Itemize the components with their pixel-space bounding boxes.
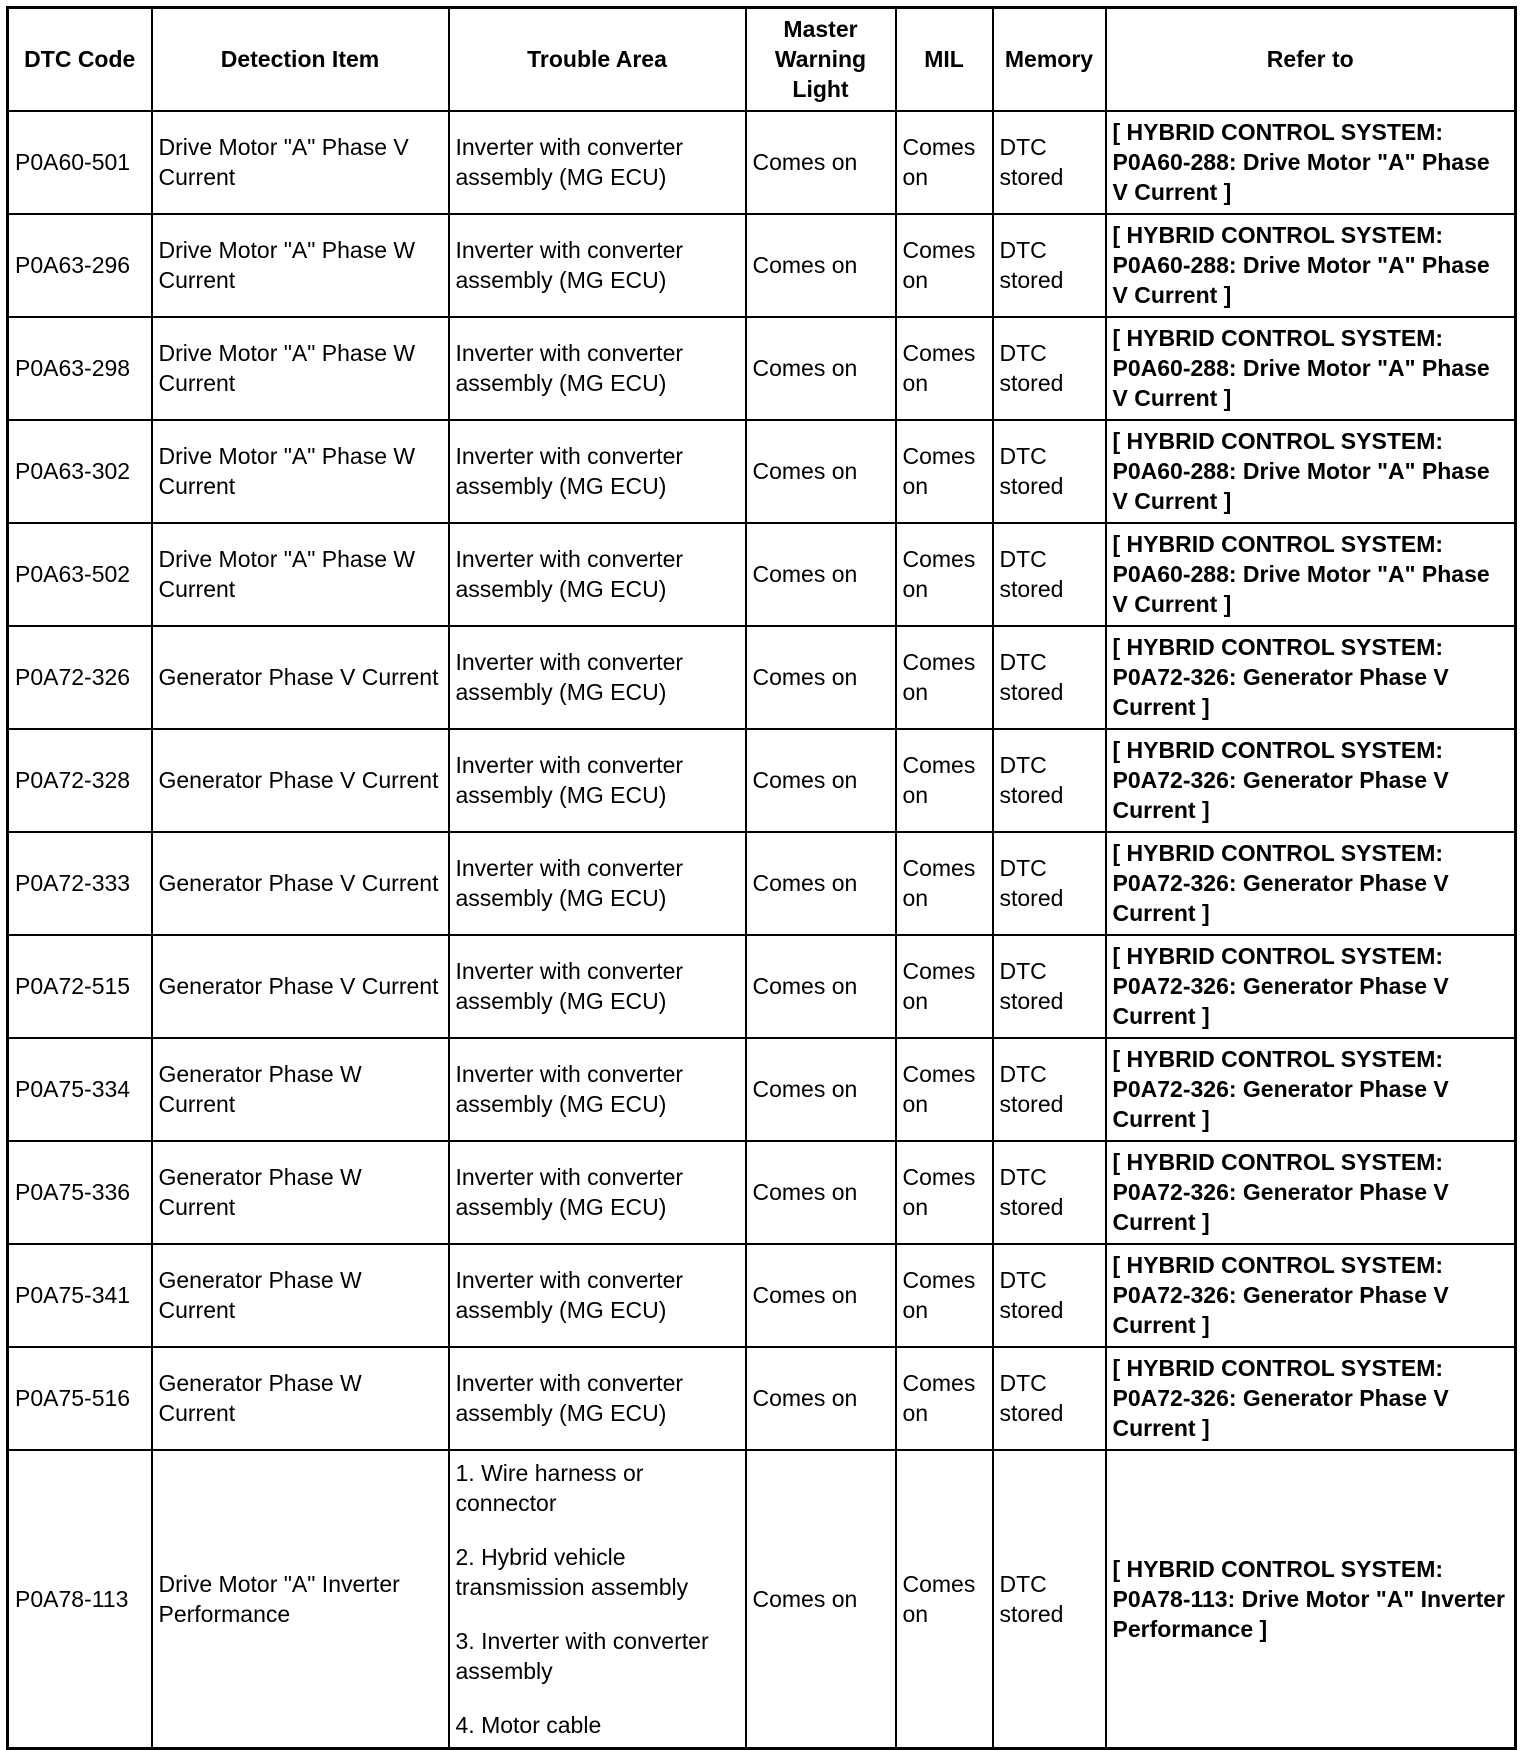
cell-memory: DTC stored — [993, 317, 1106, 420]
cell-dtc-code: P0A75-341 — [8, 1244, 152, 1347]
cell-mil: Comes on — [896, 420, 993, 523]
cell-master-warning-light: Comes on — [746, 317, 896, 420]
cell-detection-item: Drive Motor "A" Inverter Performance — [152, 1450, 449, 1749]
cell-mil: Comes on — [896, 729, 993, 832]
cell-mil: Comes on — [896, 111, 993, 214]
table-row — [8, 420, 1516, 523]
table-row — [8, 729, 1516, 832]
cell-refer-to: [ HYBRID CONTROL SYSTEM: P0A72-326: Generator Phase V Current ] — [1106, 1141, 1516, 1244]
cell-mil: Comes on — [896, 523, 993, 626]
cell-refer-to: [ HYBRID CONTROL SYSTEM: P0A60-288: Drive Motor "A" Phase V Current ] — [1106, 214, 1516, 317]
cell-dtc-code: P0A72-328 — [8, 729, 152, 832]
table-row — [8, 111, 1516, 214]
cell-memory: DTC stored — [993, 832, 1106, 935]
cell-trouble-area: Inverter with converter assembly (MG ECU) — [449, 1244, 746, 1347]
cell-refer-to: [ HYBRID CONTROL SYSTEM: P0A78-113: Drive Motor "A" Inverter Performance ] — [1106, 1450, 1516, 1749]
cell-memory: DTC stored — [993, 214, 1106, 317]
cell-trouble-area: Inverter with converter assembly (MG ECU) — [449, 523, 746, 626]
cell-mil: Comes on — [896, 832, 993, 935]
cell-detection-item: Generator Phase V Current — [152, 935, 449, 1038]
cell-mil: Comes on — [896, 317, 993, 420]
cell-dtc-code: P0A75-334 — [8, 1038, 152, 1141]
cell-trouble-area-list — [449, 1450, 746, 1749]
cell-dtc-code: P0A60-501 — [8, 111, 152, 214]
cell-refer-to: [ HYBRID CONTROL SYSTEM: P0A72-326: Generator Phase V Current ] — [1106, 729, 1516, 832]
header-row — [8, 8, 1516, 111]
cell-trouble-area: Inverter with converter assembly (MG ECU) — [449, 1038, 746, 1141]
cell-master-warning-light: Comes on — [746, 729, 896, 832]
cell-detection-item: Generator Phase W Current — [152, 1347, 449, 1450]
cell-dtc-code: P0A63-298 — [8, 317, 152, 420]
trouble-list-item: 2. Hybrid vehicle transmission assembly — [455, 1543, 689, 1600]
cell-mil: Comes on — [896, 1347, 993, 1450]
table-row — [8, 626, 1516, 729]
cell-detection-item: Drive Motor "A" Phase W Current — [152, 523, 449, 626]
cell-memory: DTC stored — [993, 1038, 1106, 1141]
cell-memory: DTC stored — [993, 935, 1106, 1038]
cell-trouble-area: Inverter with converter assembly (MG ECU) — [449, 626, 746, 729]
header-dtc-code: DTC Code — [8, 8, 152, 111]
cell-dtc-code: P0A75-336 — [8, 1141, 152, 1244]
trouble-list-item: 4. Motor cable — [455, 1711, 602, 1738]
cell-trouble-area: Inverter with converter assembly (MG ECU) — [449, 1141, 746, 1244]
cell-mil: Comes on — [896, 1244, 993, 1347]
cell-dtc-code: P0A75-516 — [8, 1347, 152, 1450]
cell-dtc-code: P0A63-502 — [8, 523, 152, 626]
cell-trouble-area: Inverter with converter assembly (MG ECU) — [449, 1347, 746, 1450]
cell-detection-item: Generator Phase W Current — [152, 1244, 449, 1347]
cell-detection-item: Generator Phase W Current — [152, 1141, 449, 1244]
table-row — [8, 1038, 1516, 1141]
cell-refer-to: [ HYBRID CONTROL SYSTEM: P0A60-288: Drive Motor "A" Phase V Current ] — [1106, 523, 1516, 626]
cell-mil: Comes on — [896, 1038, 993, 1141]
cell-master-warning-light: Comes on — [746, 214, 896, 317]
cell-memory: DTC stored — [993, 420, 1106, 523]
cell-refer-to: [ HYBRID CONTROL SYSTEM: P0A72-326: Generator Phase V Current ] — [1106, 935, 1516, 1038]
trouble-list-item: 1. Wire harness or connector — [455, 1459, 644, 1516]
cell-trouble-area: Inverter with converter assembly (MG ECU) — [449, 729, 746, 832]
cell-refer-to: [ HYBRID CONTROL SYSTEM: P0A72-326: Generator Phase V Current ] — [1106, 832, 1516, 935]
cell-master-warning-light: Comes on — [746, 1450, 896, 1749]
cell-refer-to: [ HYBRID CONTROL SYSTEM: P0A72-326: Generator Phase V Current ] — [1106, 1347, 1516, 1450]
cell-dtc-code: P0A63-302 — [8, 420, 152, 523]
cell-master-warning-light: Comes on — [746, 1244, 896, 1347]
cell-memory: DTC stored — [993, 1450, 1106, 1749]
cell-master-warning-light: Comes on — [746, 111, 896, 214]
cell-trouble-area: Inverter with converter assembly (MG ECU) — [449, 214, 746, 317]
cell-master-warning-light: Comes on — [746, 832, 896, 935]
cell-detection-item: Drive Motor "A" Phase W Current — [152, 420, 449, 523]
cell-master-warning-light: Comes on — [746, 1141, 896, 1244]
cell-refer-to: [ HYBRID CONTROL SYSTEM: P0A60-288: Drive Motor "A" Phase V Current ] — [1106, 420, 1516, 523]
cell-mil: Comes on — [896, 1141, 993, 1244]
table-row — [8, 317, 1516, 420]
header-detection-item: Detection Item — [152, 8, 449, 111]
cell-memory: DTC stored — [993, 1347, 1106, 1450]
cell-mil: Comes on — [896, 214, 993, 317]
table-row-last — [8, 1450, 1516, 1749]
cell-master-warning-light: Comes on — [746, 626, 896, 729]
cell-trouble-area: Inverter with converter assembly (MG ECU) — [449, 832, 746, 935]
cell-master-warning-light: Comes on — [746, 935, 896, 1038]
cell-detection-item: Generator Phase V Current — [152, 626, 449, 729]
cell-detection-item: Generator Phase V Current — [152, 729, 449, 832]
table-row — [8, 523, 1516, 626]
cell-mil: Comes on — [896, 626, 993, 729]
cell-dtc-code: P0A78-113 — [8, 1450, 152, 1749]
cell-mil: Comes on — [896, 1450, 993, 1749]
table-row — [8, 214, 1516, 317]
header-memory: Memory — [993, 8, 1106, 111]
cell-trouble-area: Inverter with converter assembly (MG ECU) — [449, 111, 746, 214]
cell-mil: Comes on — [896, 935, 993, 1038]
cell-memory: DTC stored — [993, 729, 1106, 832]
cell-memory: DTC stored — [993, 111, 1106, 214]
cell-detection-item: Drive Motor "A" Phase W Current — [152, 317, 449, 420]
cell-memory: DTC stored — [993, 1244, 1106, 1347]
cell-dtc-code: P0A72-326 — [8, 626, 152, 729]
cell-trouble-area: Inverter with converter assembly (MG ECU) — [449, 317, 746, 420]
cell-dtc-code: P0A72-515 — [8, 935, 152, 1038]
header-trouble-area: Trouble Area — [449, 8, 746, 111]
header-refer-to: Refer to — [1106, 8, 1516, 111]
cell-detection-item: Drive Motor "A" Phase W Current — [152, 214, 449, 317]
cell-refer-to: [ HYBRID CONTROL SYSTEM: P0A72-326: Generator Phase V Current ] — [1106, 1244, 1516, 1347]
table-row — [8, 832, 1516, 935]
header-master-warning-light: Master Warning Light — [746, 8, 896, 111]
cell-master-warning-light: Comes on — [746, 1038, 896, 1141]
table-row — [8, 1347, 1516, 1450]
cell-dtc-code: P0A72-333 — [8, 832, 152, 935]
cell-refer-to: [ HYBRID CONTROL SYSTEM: P0A60-288: Drive Motor "A" Phase V Current ] — [1106, 111, 1516, 214]
cell-detection-item: Drive Motor "A" Phase V Current — [152, 111, 449, 214]
table-row — [8, 1141, 1516, 1244]
cell-refer-to: [ HYBRID CONTROL SYSTEM: P0A72-326: Generator Phase V Current ] — [1106, 626, 1516, 729]
cell-master-warning-light: Comes on — [746, 420, 896, 523]
cell-master-warning-light: Comes on — [746, 1347, 896, 1450]
header-mil: MIL — [896, 8, 993, 111]
cell-refer-to: [ HYBRID CONTROL SYSTEM: P0A72-326: Generator Phase V Current ] — [1106, 1038, 1516, 1141]
table-row — [8, 935, 1516, 1038]
cell-detection-item: Generator Phase W Current — [152, 1038, 449, 1141]
dtc-table — [6, 6, 1517, 1750]
cell-detection-item: Generator Phase V Current — [152, 832, 449, 935]
table-body — [8, 111, 1516, 1749]
cell-master-warning-light: Comes on — [746, 523, 896, 626]
cell-refer-to: [ HYBRID CONTROL SYSTEM: P0A60-288: Drive Motor "A" Phase V Current ] — [1106, 317, 1516, 420]
cell-trouble-area: Inverter with converter assembly (MG ECU) — [449, 420, 746, 523]
trouble-list-item: 3. Inverter with converter assembly — [455, 1627, 709, 1684]
cell-dtc-code: P0A63-296 — [8, 214, 152, 317]
cell-memory: DTC stored — [993, 626, 1106, 729]
cell-memory: DTC stored — [993, 523, 1106, 626]
table-row — [8, 1244, 1516, 1347]
cell-memory: DTC stored — [993, 1141, 1106, 1244]
cell-trouble-area: Inverter with converter assembly (MG ECU) — [449, 935, 746, 1038]
